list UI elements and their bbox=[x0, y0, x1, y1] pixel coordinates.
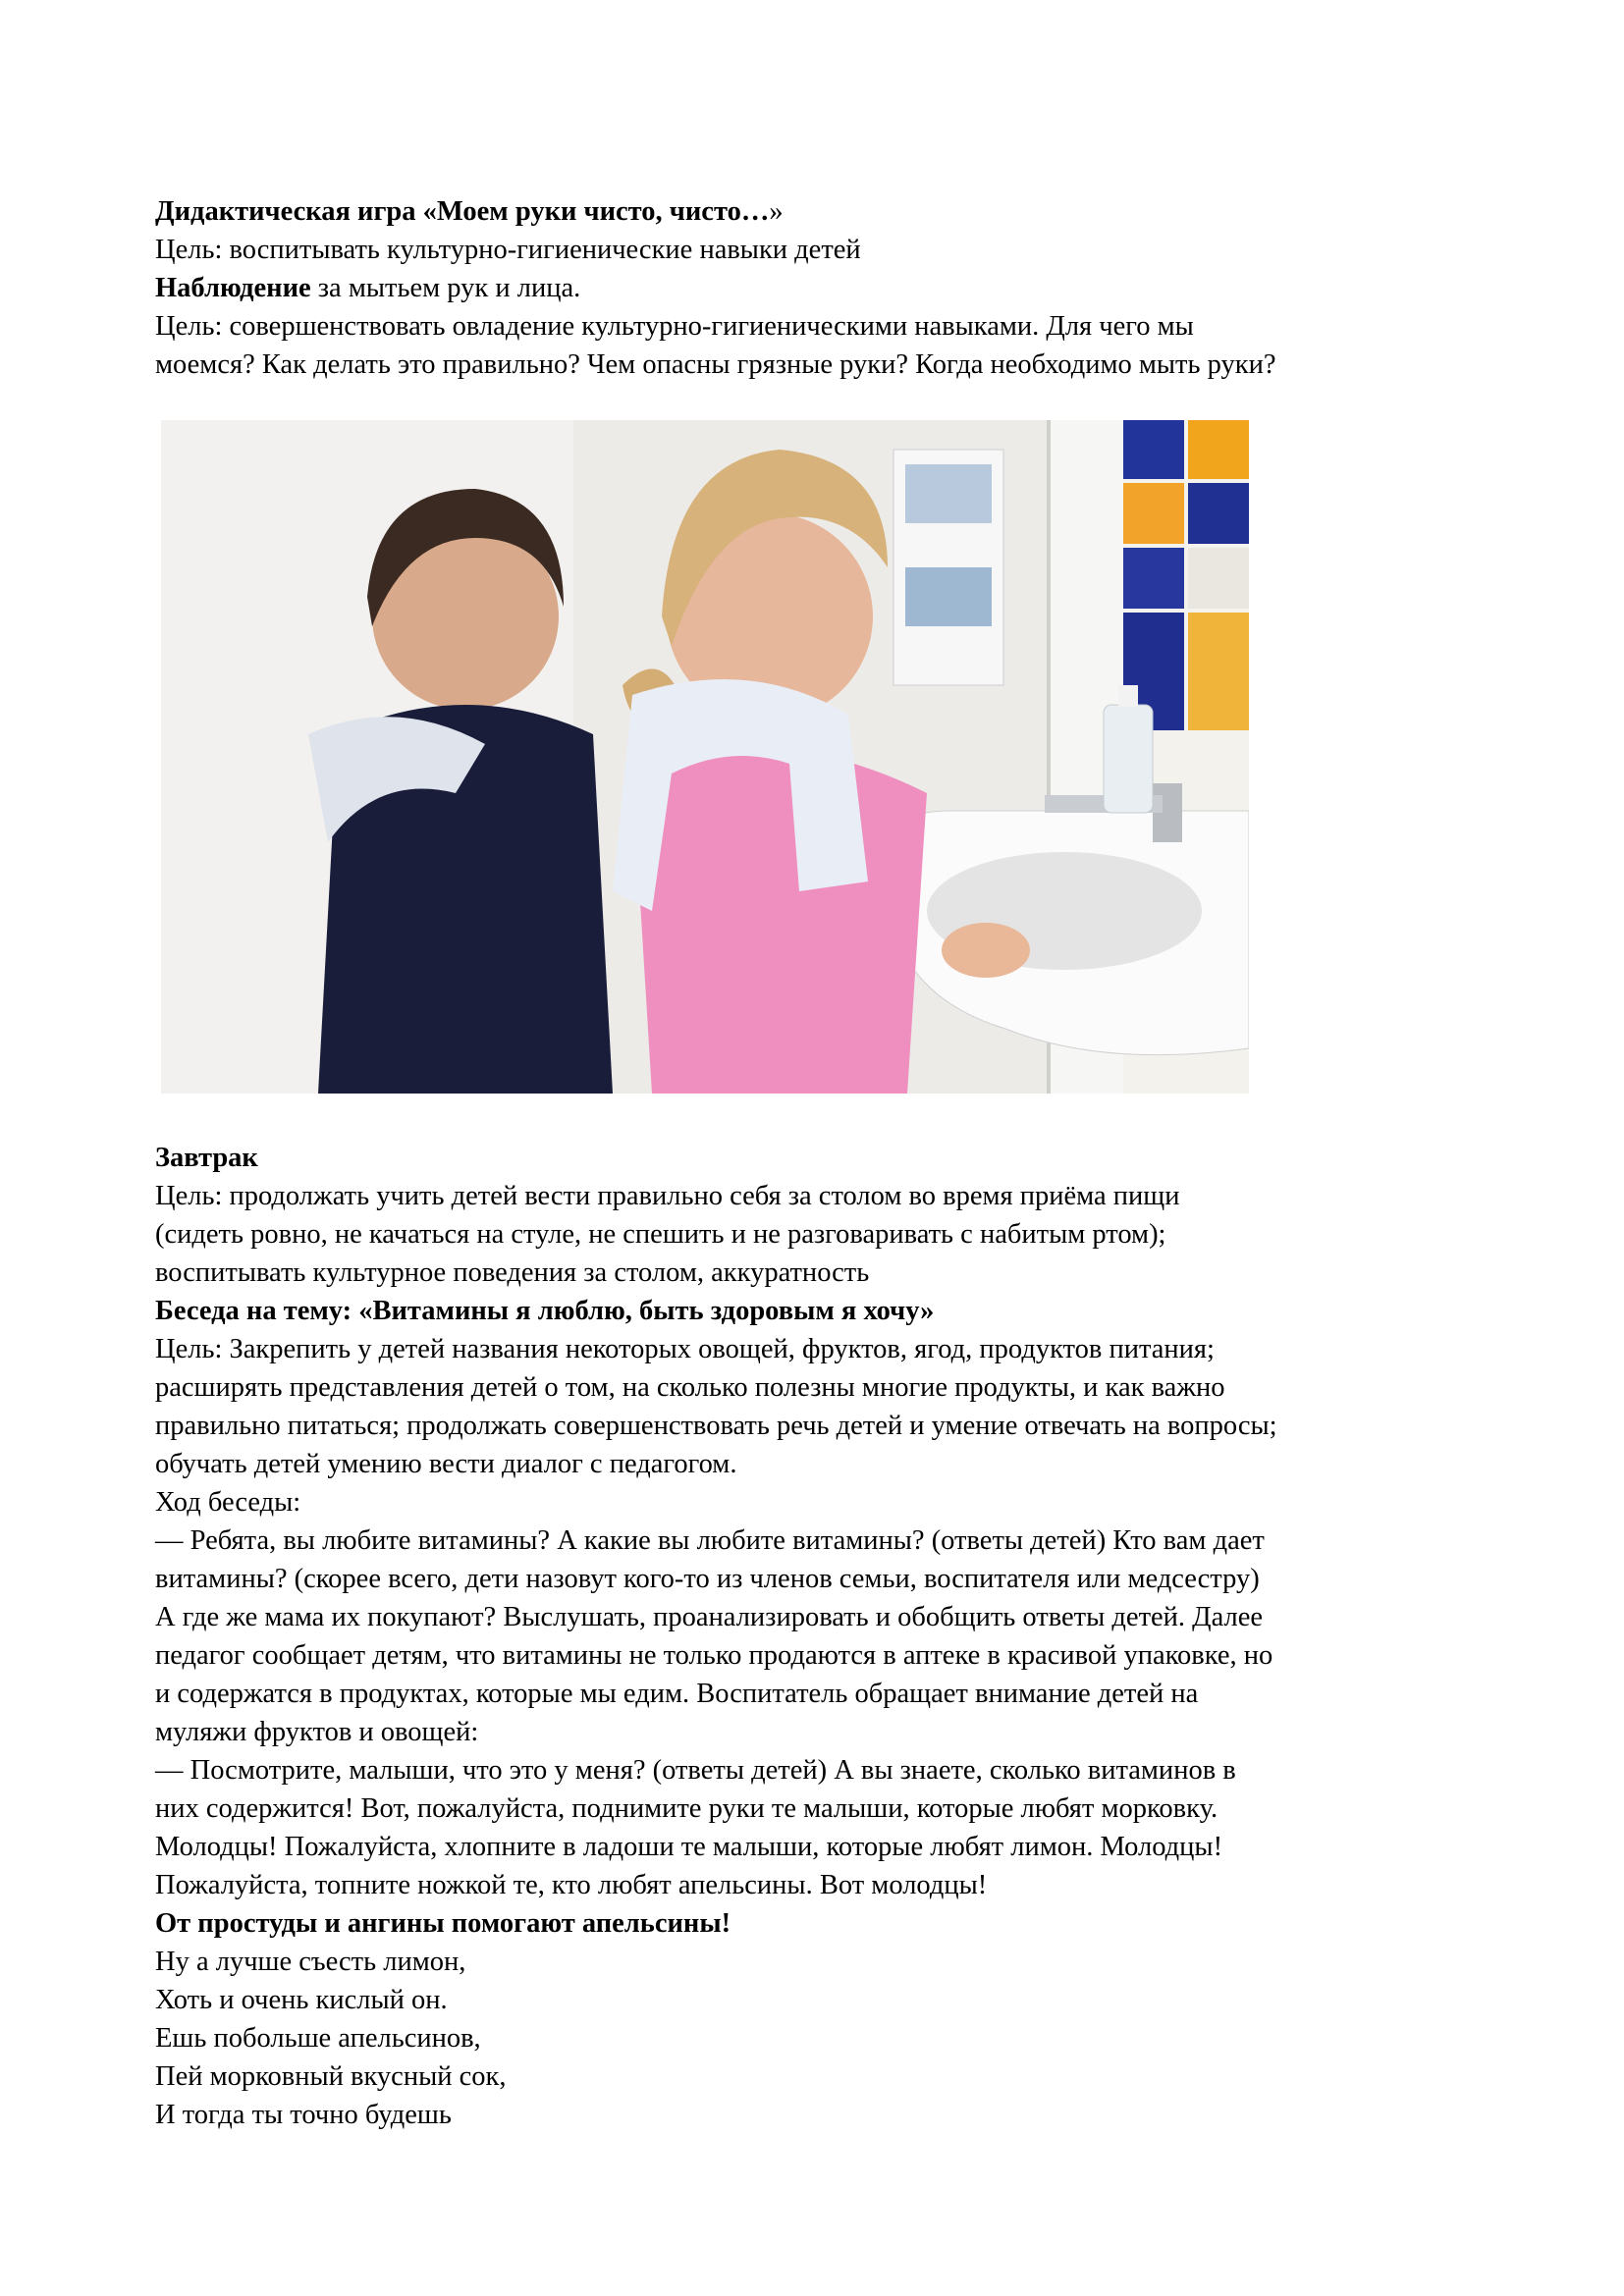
poem-line: Хоть и очень кислый он. bbox=[155, 1985, 448, 2015]
poem-line: Ну а лучше съесть лимон, bbox=[155, 1947, 466, 1977]
game-title: Дидактическая игра «Моем руки чисто, чисто…» bbox=[155, 196, 784, 227]
breakfast-line: Цель: продолжать учить детей вести правильно себя за столом во время приёма пищи bbox=[155, 1181, 1180, 1211]
talk-line: Цель: Закрепить у детей названия некоторых овощей, фруктов, ягод, продуктов питания; bbox=[155, 1334, 1215, 1364]
intro-section bbox=[155, 192, 1510, 384]
talk-line: Ход беседы: bbox=[155, 1487, 301, 1518]
poem-line: Ешь побольше апельсинов, bbox=[155, 2023, 481, 2054]
talk-line: обучать детей умению вести диалог с педагогом. bbox=[155, 1449, 737, 1479]
game-goal: Цель: воспитывать культурно-гигиенические навыки детей bbox=[155, 235, 861, 265]
poem-line: Пей морковный вкусный сок, bbox=[155, 2061, 507, 2092]
talk-title: Беседа на тему: «Витамины я люблю, быть здоровым я хочу» bbox=[155, 1296, 935, 1326]
talk-line: Пожалуйста, топните ножкой те, кто любят апельсины. Вот молодцы! bbox=[155, 1870, 988, 1900]
observation-goal-line: моемся? Как делать это правильно? Чем опасны грязные руки? Когда необходимо мыть руки? bbox=[155, 349, 1276, 380]
talk-line: — Ребята, вы любите витамины? А какие вы любите витамины? (ответы детей) Кто вам дает bbox=[155, 1525, 1265, 1556]
observation-heading: Наблюдение за мытьем рук и лица. bbox=[155, 273, 581, 303]
photo-children-washing-hands bbox=[161, 420, 1249, 1094]
poem-title: От простуды и ангины помогают апельсины! bbox=[155, 1908, 731, 1939]
talk-line: муляжи фруктов и овощей: bbox=[155, 1717, 479, 1747]
talk-line: расширять представления детей о том, на сколько полезны многие продукты, и как важно bbox=[155, 1372, 1225, 1403]
observation-goal-line: Цель: совершенствовать овладение культурно-гигиеническими навыками. Для чего мы bbox=[155, 311, 1194, 342]
talk-line: А где же мама их покупают? Выслушать, проанализировать и обобщить ответы детей. Далее bbox=[155, 1602, 1264, 1632]
talk-line: — Посмотрите, малыши, что это у меня? (ответы детей) А вы знаете, сколько витаминов в bbox=[155, 1755, 1236, 1786]
breakfast-line: воспитывать культурное поведения за столом, аккуратность bbox=[155, 1257, 870, 1288]
poem-line: И тогда ты точно будешь bbox=[155, 2100, 452, 2130]
photo-illustration bbox=[161, 420, 1249, 1094]
talk-line: Молодцы! Пожалуйста, хлопните в ладоши те малыши, которые любят лимон. Молодцы! bbox=[155, 1832, 1223, 1862]
talk-line: правильно питаться; продолжать совершенствовать речь детей и умение отвечать на вопросы; bbox=[155, 1411, 1277, 1441]
talk-line: и содержатся в продуктах, которые мы едим. Воспитатель обращает внимание детей на bbox=[155, 1679, 1199, 1709]
talk-line: витамины? (скорее всего, дети назовут кого-то из членов семьи, воспитателя или медсестру) bbox=[155, 1564, 1260, 1594]
talk-line: них содержится! Вот, пожалуйста, поднимите руки те малыши, которые любят морковку. bbox=[155, 1793, 1218, 1824]
main-text-section bbox=[155, 1139, 1510, 2134]
breakfast-title: Завтрак bbox=[155, 1143, 258, 1173]
breakfast-line: (сидеть ровно, не качаться на стуле, не спешить и не разговаривать с набитым ртом); bbox=[155, 1219, 1166, 1250]
talk-line: педагог сообщает детям, что витамины не только продаются в аптеке в красивой упаковке, но bbox=[155, 1640, 1273, 1671]
